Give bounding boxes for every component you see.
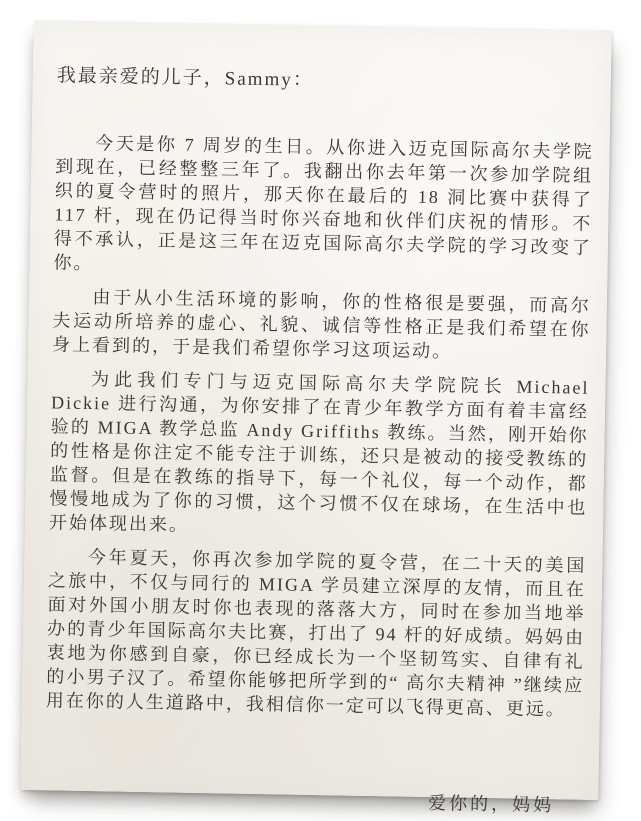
letter-signature: 爱你的，妈妈 bbox=[427, 793, 555, 816]
letter-body bbox=[20, 20, 611, 816]
letter-salutation: 我最亲爱的儿子，Sammy： bbox=[56, 65, 314, 91]
letter-paragraph: 今年夏天，你再次参加学院的夏令营，在二十天的美国之旅中，不仅与同行的 MIGA 学员建立深厚的友情，而且在面对外国小朋友时你也表现的落落大方，同时在参加当地举办的青少年国际高尔夫比赛，打出了 94 杆的好成绩。妈妈由衷地为你感到自豪，你已经成长为一个坚韧笃实、自律有礼的小男子汉了。希望你能够把所学到的“ 高尔夫精神 ”继续应用在你的人生道路中，我相信你一定可以飞得更高、更远。 bbox=[45, 547, 587, 720]
letter-paragraph: 今天是你 7 周岁的生日。从你进入迈克国际高尔夫学院到现在，已经整整三年了。我翻出你去年第一次参加学院组织的夏令营时的照片，那天你在最后的 18 洞比赛中获得了 117 杆，现在仍记得当时你兴奋地和伙伴们庆祝的情形。不得不承认，正是这三年在迈克国际高尔夫学院的学习改变了你。 bbox=[53, 133, 594, 274]
letter-paragraph: 为此我们专门与迈克国际高尔夫学院院长 Michael Dickie 进行沟通，为你安排了在青少年教学方面有着丰富经验的 MIGA 教学总监 Andy Griffiths 教练。当然，刚开始你的性格是你注定不能专注于训练，还只是被动的接受教练的监督。但是在教练的指导下，每一个礼仪，每一个动作，都慢慢地成为了你的习惯，这个习惯不仅在球场，在生活中也开始体现出来。 bbox=[48, 369, 590, 535]
letter-paper bbox=[20, 20, 611, 816]
letter-paragraph: 由于从小生活环境的影响，你的性格很是要强，而高尔夫运动所培养的虚心、礼貌、诚信等性格正是我们希望在你身上看到的，于是我们希望你学习这项运动。 bbox=[51, 287, 592, 362]
